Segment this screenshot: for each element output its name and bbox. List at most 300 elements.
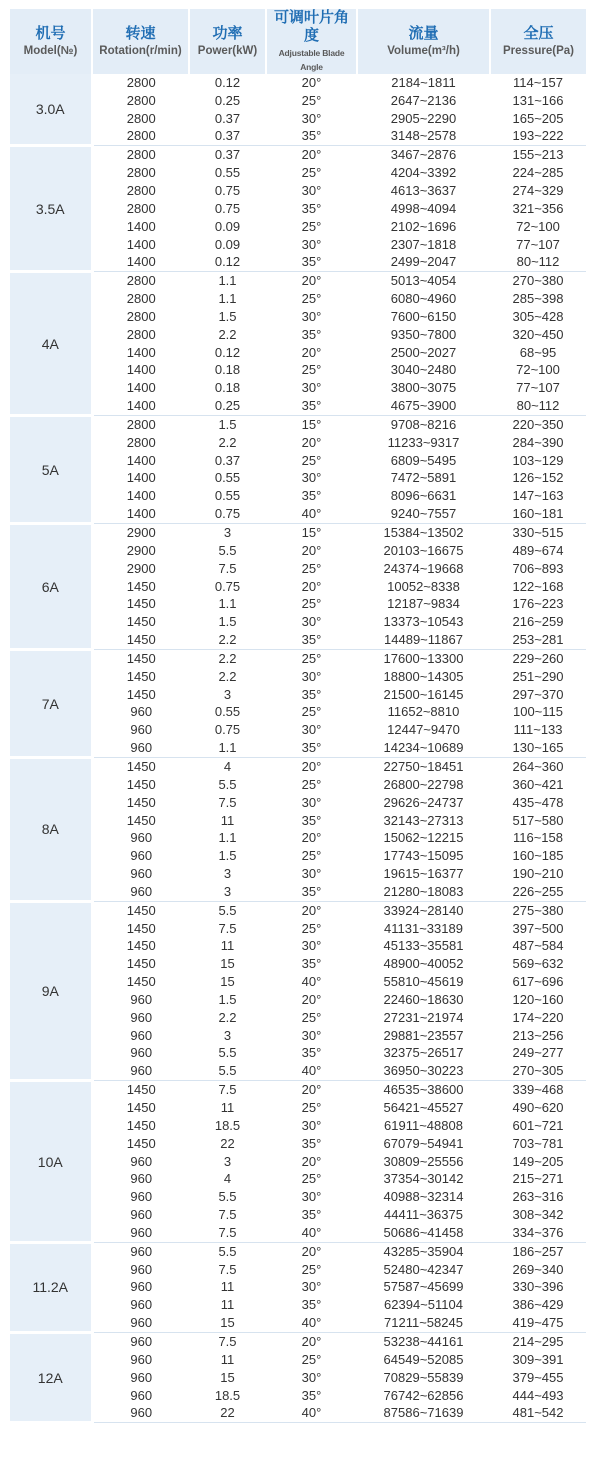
- pressure-cell: 226~255: [490, 883, 586, 901]
- table-row: [10, 1153, 586, 1171]
- blade-angle-cell: 20°: [301, 1082, 322, 1098]
- rotation-cell: 960: [130, 1279, 153, 1295]
- pressure-cell: 489~674: [512, 542, 564, 558]
- power-cell: 0.37: [189, 128, 266, 146]
- blade-angle-cell: 25°: [301, 650, 322, 666]
- rotation-cell: 960: [92, 739, 189, 757]
- pressure-cell: 77~107: [516, 380, 560, 396]
- blade-angle-cell: 30°: [301, 1279, 322, 1295]
- table-row: [10, 397, 586, 415]
- blade-angle-cell: 25°: [301, 704, 322, 720]
- table-row: [10, 776, 586, 794]
- rotation-cell: 2800: [126, 182, 156, 198]
- rotation-cell: 2800: [126, 291, 156, 307]
- rotation-cell: 1400: [126, 488, 156, 504]
- volume-cell: 52480~42347: [383, 1261, 464, 1277]
- header-volume-zh: 流量: [408, 25, 439, 42]
- blade-angle-cell: 35°: [301, 1045, 322, 1061]
- volume-cell: 18800~14305: [383, 668, 464, 684]
- header-power: [189, 9, 266, 74]
- model-cell: 10A: [10, 1081, 92, 1243]
- blade-angle-cell: 30°: [301, 614, 322, 630]
- pressure-cell: 130~165: [490, 739, 586, 757]
- power-cell: 11: [220, 812, 235, 828]
- rotation-cell: 2800: [126, 434, 156, 450]
- pressure-cell: 193~222: [490, 128, 586, 146]
- power-cell: 0.75: [214, 578, 241, 594]
- table-row: [10, 290, 586, 308]
- blade-angle-cell: 30°: [301, 470, 322, 486]
- blade-angle-cell: 35°: [301, 488, 322, 504]
- table-row: [10, 1135, 586, 1153]
- volume-cell: 29881~23557: [383, 1027, 464, 1043]
- pressure-cell: 706~893: [512, 560, 564, 576]
- volume-cell: 21280~18083: [357, 883, 490, 901]
- pressure-cell: 216~259: [512, 614, 564, 630]
- blade-angle-cell: 20°: [301, 434, 322, 450]
- pressure-cell: 435~478: [512, 794, 564, 810]
- pressure-cell: 213~256: [512, 1027, 564, 1043]
- table-row: [10, 182, 586, 200]
- pressure-cell: 190~210: [512, 866, 564, 882]
- blade-angle-cell: 15°: [301, 525, 322, 541]
- blade-angle-cell: 35°: [301, 1135, 322, 1151]
- table-row: [10, 1333, 586, 1351]
- pressure-cell: 186~257: [512, 1243, 564, 1259]
- pressure-cell: 569~632: [512, 956, 564, 972]
- blade-angle-cell: 40°: [266, 1404, 357, 1422]
- volume-cell: 9708~8216: [390, 416, 457, 432]
- blade-angle-cell: 25°: [301, 560, 322, 576]
- rotation-cell: 1400: [126, 236, 156, 252]
- blade-angle-cell: 25°: [301, 452, 322, 468]
- table-row: [10, 1188, 586, 1206]
- pressure-cell: 481~542: [490, 1404, 586, 1422]
- table-row: [10, 1404, 586, 1422]
- volume-cell: 2307~1818: [390, 236, 457, 252]
- header-model: [10, 9, 92, 74]
- volume-cell: 32375~26517: [383, 1045, 464, 1061]
- volume-cell: 27231~21974: [383, 1009, 464, 1025]
- rotation-cell: 2800: [126, 165, 156, 181]
- blade-angle-cell: 35°: [301, 200, 322, 216]
- blade-angle-cell: 25°: [301, 165, 322, 181]
- table-row: [10, 379, 586, 397]
- power-cell: 1.5: [218, 848, 237, 864]
- volume-cell: 14234~10689: [357, 739, 490, 757]
- volume-cell: 2500~2027: [390, 344, 457, 360]
- blade-angle-cell: 25°: [301, 92, 322, 108]
- power-cell: 0.75: [214, 722, 241, 738]
- table-row: [10, 308, 586, 326]
- pressure-cell: 264~360: [512, 758, 564, 774]
- blade-angle-cell: 25°: [301, 1171, 322, 1187]
- rotation-cell: 960: [92, 883, 189, 901]
- model-cell: 9A: [10, 901, 92, 1080]
- header-model-zh: 机号: [35, 25, 66, 42]
- blade-angle-cell: 25°: [301, 1100, 322, 1116]
- rotation-cell: 1400: [126, 362, 156, 378]
- pressure-cell: 160~181: [490, 505, 586, 523]
- table-row: [10, 362, 586, 380]
- table-row: [10, 938, 586, 956]
- rotation-cell: 2900: [126, 525, 156, 541]
- table-row: [10, 812, 586, 830]
- blade-angle-cell: 40°: [266, 505, 357, 523]
- power-cell: 3: [223, 1153, 232, 1169]
- power-cell: 2.2: [218, 1009, 237, 1025]
- table-row: [10, 973, 586, 991]
- blade-angle-cell: 25°: [301, 291, 322, 307]
- table-row: [10, 847, 586, 865]
- volume-cell: 55810~45619: [383, 974, 464, 990]
- pressure-cell: 274~329: [512, 182, 564, 198]
- power-cell: 3: [223, 686, 232, 702]
- rotation-cell: 2800: [126, 416, 156, 432]
- blade-angle-cell: 30°: [301, 110, 322, 126]
- header-pressure-en: Pressure(Pa): [503, 45, 574, 57]
- header-pressure: [490, 9, 586, 74]
- model-cell: 3.0A: [10, 74, 92, 146]
- rotation-cell: 960: [92, 1062, 189, 1080]
- pressure-cell: 160~185: [512, 848, 564, 864]
- pressure-cell: 176~223: [512, 596, 564, 612]
- power-cell: 2.2: [189, 631, 266, 649]
- volume-cell: 3040~2480: [390, 362, 457, 378]
- pressure-cell: 126~152: [512, 470, 564, 486]
- power-cell: 15: [220, 974, 235, 990]
- header-power-en: Power(kW): [197, 45, 258, 57]
- pressure-cell: 122~168: [512, 578, 564, 594]
- volume-cell: 6080~4960: [390, 291, 457, 307]
- table-row: [10, 470, 586, 488]
- volume-cell: 19615~16377: [383, 866, 464, 882]
- volume-cell: 12447~9470: [387, 722, 460, 738]
- rotation-cell: 2800: [126, 92, 156, 108]
- pressure-cell: 224~285: [512, 165, 564, 181]
- table-row: [10, 218, 586, 236]
- rotation-cell: 960: [130, 1261, 153, 1277]
- table-row: [10, 901, 586, 919]
- pressure-cell: 517~580: [512, 812, 564, 828]
- table-row: [10, 344, 586, 362]
- blade-angle-cell: 20°: [301, 830, 322, 846]
- rotation-cell: 960: [130, 1045, 153, 1061]
- table-row: [10, 416, 586, 434]
- blade-angle-cell: 40°: [301, 974, 322, 990]
- power-cell: 3: [189, 883, 266, 901]
- rotation-cell: 1450: [126, 794, 156, 810]
- volume-cell: 21500~16145: [383, 686, 464, 702]
- volume-cell: 7472~5891: [390, 470, 457, 486]
- power-cell: 0.55: [214, 165, 241, 181]
- header-rotation: [92, 9, 189, 74]
- table-row: [10, 1296, 586, 1314]
- volume-cell: 5013~4054: [390, 273, 457, 289]
- volume-cell: 15384~13502: [383, 525, 464, 541]
- blade-angle-cell: 35°: [266, 397, 357, 415]
- table-row: [10, 758, 586, 776]
- table-header: [10, 9, 586, 74]
- power-cell: 1.1: [218, 291, 237, 307]
- volume-cell: 24374~19668: [383, 560, 464, 576]
- table-row: [10, 794, 586, 812]
- blade-angle-cell: 25°: [301, 848, 322, 864]
- blade-angle-cell: 20°: [301, 1333, 322, 1349]
- header-power-zh: 功率: [212, 25, 243, 42]
- power-cell: 18.5: [214, 1387, 241, 1403]
- table-row: [10, 1279, 586, 1297]
- volume-cell: 22750~18451: [383, 758, 464, 774]
- table-row: [10, 1062, 586, 1080]
- power-cell: 0.25: [214, 92, 241, 108]
- pressure-cell: 253~281: [490, 631, 586, 649]
- pressure-cell: 270~305: [490, 1062, 586, 1080]
- table-row: [10, 1206, 586, 1224]
- rotation-cell: 2800: [126, 326, 156, 342]
- power-cell: 1.1: [218, 273, 237, 289]
- pressure-cell: 397~500: [512, 920, 564, 936]
- volume-cell: 3148~2578: [357, 128, 490, 146]
- pressure-cell: 116~158: [512, 830, 563, 846]
- blade-angle-cell: 20°: [301, 902, 322, 918]
- volume-cell: 11652~8810: [387, 704, 460, 720]
- power-cell: 1.5: [218, 416, 237, 432]
- rotation-cell: 960: [130, 991, 153, 1007]
- rotation-cell: 960: [130, 866, 153, 882]
- pressure-cell: 100~115: [512, 704, 563, 720]
- header-blade-angle-en: Adjustable Blade Angle: [278, 48, 345, 72]
- volume-cell: 29626~24737: [383, 794, 464, 810]
- table-row: [10, 865, 586, 883]
- power-cell: 0.12: [214, 344, 241, 360]
- power-cell: 7.5: [218, 560, 237, 576]
- blade-angle-cell: 30°: [301, 380, 322, 396]
- power-cell: 0.37: [214, 147, 241, 163]
- rotation-cell: 1450: [126, 974, 156, 990]
- power-cell: 0.55: [214, 488, 241, 504]
- header-pressure-zh: 全压: [523, 25, 554, 42]
- volume-cell: 64549~52085: [383, 1351, 464, 1367]
- volume-cell: 48900~40052: [383, 956, 464, 972]
- power-cell: 5.5: [218, 542, 237, 558]
- model-cell: 3.5A: [10, 146, 92, 272]
- rotation-cell: 2800: [126, 200, 156, 216]
- power-cell: 11: [220, 938, 235, 954]
- rotation-cell: 960: [130, 1009, 153, 1025]
- table-row: [10, 452, 586, 470]
- blade-angle-cell: 30°: [301, 1027, 322, 1043]
- power-cell: 5.5: [218, 902, 237, 918]
- blade-angle-cell: 30°: [301, 866, 322, 882]
- blade-angle-cell: 30°: [301, 668, 322, 684]
- table-row: [10, 487, 586, 505]
- blade-angle-cell: 30°: [301, 722, 322, 738]
- blade-angle-cell: 35°: [266, 631, 357, 649]
- power-cell: 11: [220, 1100, 235, 1116]
- volume-cell: 45133~35581: [383, 938, 464, 954]
- pressure-cell: 309~391: [512, 1351, 564, 1367]
- pressure-cell: 444~493: [512, 1387, 564, 1403]
- blade-angle-cell: 30°: [301, 1369, 322, 1385]
- pressure-cell: 305~428: [512, 308, 564, 324]
- rotation-cell: 1400: [126, 470, 156, 486]
- volume-cell: 3800~3075: [390, 380, 457, 396]
- rotation-cell: 1400: [126, 218, 156, 234]
- table-row: [10, 236, 586, 254]
- table-row: [10, 326, 586, 344]
- pressure-cell: 339~468: [512, 1082, 564, 1098]
- blade-angle-cell: 30°: [301, 1117, 322, 1133]
- model-cell: 5A: [10, 416, 92, 524]
- pressure-cell: 487~584: [512, 938, 564, 954]
- table-row: [10, 1045, 586, 1063]
- volume-cell: 11233~9317: [387, 434, 460, 450]
- table-row: [10, 434, 586, 452]
- pressure-cell: 80~112: [490, 253, 586, 271]
- table-row: [10, 560, 586, 578]
- rotation-cell: 1450: [126, 1100, 156, 1116]
- pressure-cell: 77~107: [516, 236, 560, 252]
- rotation-cell: 960: [130, 1297, 153, 1313]
- table-row: [10, 1242, 586, 1260]
- rotation-cell: 1450: [126, 596, 156, 612]
- blade-angle-cell: 35°: [301, 326, 322, 342]
- pressure-cell: 72~100: [516, 218, 560, 234]
- rotation-cell: 960: [130, 830, 153, 846]
- blade-angle-cell: 35°: [301, 1207, 322, 1223]
- pressure-cell: 103~129: [512, 452, 564, 468]
- rotation-cell: 960: [92, 1224, 189, 1242]
- power-cell: 7.5: [218, 1333, 237, 1349]
- power-cell: 11: [220, 1351, 235, 1367]
- rotation-cell: 2900: [126, 560, 156, 576]
- pressure-cell: 419~475: [490, 1314, 586, 1332]
- pressure-cell: 269~340: [512, 1261, 564, 1277]
- pressure-cell: 149~205: [512, 1153, 564, 1169]
- rotation-cell: 1450: [126, 1082, 156, 1098]
- header-volume-en: Volume(m³/h): [387, 45, 460, 57]
- blade-angle-cell: 20°: [301, 991, 322, 1007]
- pressure-cell: 703~781: [512, 1135, 564, 1151]
- power-cell: 15: [189, 1314, 266, 1332]
- table-row: [10, 505, 586, 523]
- blade-angle-cell: 35°: [301, 812, 322, 828]
- blade-angle-cell: 25°: [301, 218, 322, 234]
- volume-cell: 8096~6631: [390, 488, 457, 504]
- rotation-cell: 1400: [126, 380, 156, 396]
- rotation-cell: 960: [130, 1189, 153, 1205]
- rotation-cell: 1400: [126, 344, 156, 360]
- power-cell: 15: [220, 1369, 235, 1385]
- power-cell: 2.2: [218, 434, 237, 450]
- power-cell: 3: [223, 1027, 232, 1043]
- volume-cell: 2499~2047: [357, 253, 490, 271]
- table-body: [10, 74, 586, 1423]
- pressure-cell: 111~133: [513, 722, 563, 738]
- table-row: [10, 128, 586, 146]
- rotation-cell: 960: [130, 722, 153, 738]
- power-cell: 7.5: [218, 794, 237, 810]
- power-cell: 0.09: [214, 218, 241, 234]
- blade-angle-cell: 25°: [301, 1009, 322, 1025]
- table-row: [10, 721, 586, 739]
- blade-angle-cell: 20°: [301, 1153, 322, 1169]
- header-volume: [357, 9, 490, 74]
- rotation-cell: 960: [130, 1027, 153, 1043]
- pressure-cell: 601~721: [512, 1117, 564, 1133]
- pressure-cell: 249~277: [512, 1045, 564, 1061]
- pressure-cell: 490~620: [512, 1100, 564, 1116]
- blade-angle-cell: 20°: [301, 74, 322, 90]
- power-cell: 5.5: [218, 776, 237, 792]
- table-row: [10, 253, 586, 271]
- blade-angle-cell: 35°: [301, 686, 322, 702]
- volume-cell: 61911~48808: [384, 1117, 463, 1133]
- model-cell: 12A: [10, 1333, 92, 1423]
- rotation-cell: 2800: [126, 110, 156, 126]
- pressure-cell: 263~316: [512, 1189, 564, 1205]
- blade-angle-cell: 40°: [266, 1062, 357, 1080]
- table-row: [10, 1009, 586, 1027]
- rotation-cell: 1450: [126, 920, 156, 936]
- power-cell: 0.75: [189, 505, 266, 523]
- volume-cell: 20103~16675: [383, 542, 464, 558]
- table-row: [10, 631, 586, 649]
- pressure-cell: 284~390: [512, 434, 564, 450]
- power-cell: 0.75: [214, 200, 241, 216]
- pressure-cell: 285~398: [512, 291, 564, 307]
- pressure-cell: 379~455: [512, 1369, 564, 1385]
- rotation-cell: 960: [92, 1314, 189, 1332]
- volume-cell: 9240~7557: [357, 505, 490, 523]
- rotation-cell: 960: [130, 1333, 153, 1349]
- volume-cell: 62394~51104: [384, 1297, 463, 1313]
- rotation-cell: 960: [130, 704, 153, 720]
- volume-cell: 36950~30223: [357, 1062, 490, 1080]
- blade-angle-cell: 15°: [301, 416, 322, 432]
- volume-cell: 4675~3900: [357, 397, 490, 415]
- volume-cell: 26800~22798: [383, 776, 464, 792]
- rotation-cell: 960: [130, 1387, 153, 1403]
- blade-angle-cell: 25°: [301, 596, 322, 612]
- pressure-cell: 308~342: [512, 1207, 564, 1223]
- table-row: [10, 829, 586, 847]
- power-cell: 1.1: [218, 596, 237, 612]
- volume-cell: 15062~12215: [383, 830, 464, 846]
- table-row: [10, 146, 586, 164]
- power-cell: 1.1: [189, 739, 266, 757]
- pressure-cell: 114~157: [512, 74, 563, 90]
- rotation-cell: 1450: [126, 686, 156, 702]
- power-cell: 11: [220, 1279, 235, 1295]
- table-row: [10, 595, 586, 613]
- power-cell: 7.5: [218, 920, 237, 936]
- model-cell: 6A: [10, 524, 92, 650]
- table-row: [10, 110, 586, 128]
- table-row: [10, 650, 586, 668]
- volume-cell: 4998~4094: [390, 200, 457, 216]
- pressure-cell: 320~450: [512, 326, 564, 342]
- volume-cell: 87586~71639: [357, 1404, 490, 1422]
- volume-cell: 2905~2290: [390, 110, 457, 126]
- header-blade-angle-zh: 可调叶片角度: [273, 9, 349, 44]
- blade-angle-cell: 40°: [266, 1314, 357, 1332]
- power-cell: 0.18: [214, 362, 241, 378]
- volume-cell: 2102~1696: [390, 218, 457, 234]
- rotation-cell: 1450: [126, 956, 156, 972]
- power-cell: 2.2: [218, 326, 237, 342]
